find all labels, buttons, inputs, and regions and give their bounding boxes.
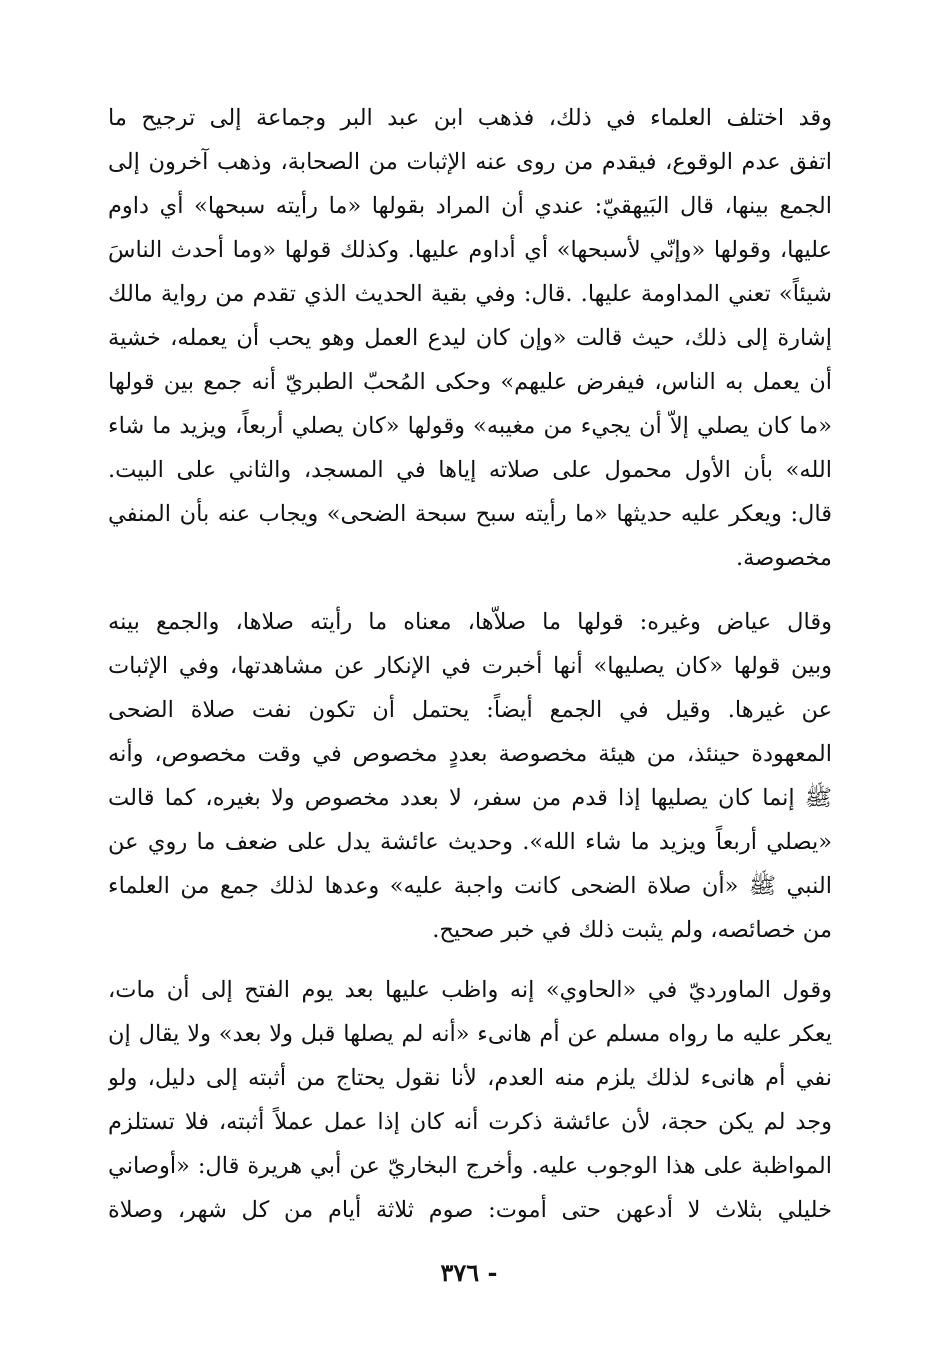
paragraph-line: خليلي بثلاث لا أدعهن حتى أموت: صوم ثلاثة أيام من كل شهر، وصلاة (108, 1197, 832, 1223)
paragraph-line: قال: ويعكر عليه حديثها «ما رأيته سبح سبحة الضحى» ويجاب عنه بأن المنفي (108, 501, 832, 527)
paragraph-line: نفي أم هانىء لذلك يلزم منه العدم، لأنا نقول يحتاج من أثبته إلى دليل، ولو (108, 1065, 832, 1091)
paragraph-line: مخصوصة. (735, 545, 832, 571)
paragraph-line: عن غيرها. وقيل في الجمع أيضاً: يحتمل أن تكون نفت صلاة الضحى (108, 697, 832, 723)
paragraph-line: «ما كان يصلي إلاّ أن يجيء من مغيبه» وقولها «كان يصلي أربعاً، ويزيد ما شاء (108, 413, 832, 439)
paragraph-line: اتفق عدم الوقوع، فيقدم من روى عنه الإثبات من الصحابة، وذهب آخرون إلى (108, 149, 832, 175)
paragraph-line: الله» بأن الأول محمول على صلاته إياها في المسجد، والثاني على البيت. (108, 457, 832, 483)
paragraph-line: إشارة إلى ذلك، حيث قالت «وإن كان ليدع العمل وهو يحب أن يعمله، خشية (108, 325, 832, 351)
paragraph-line: وبين قولها «كان يصليها» أنها أخبرت في الإنكار عن مشاهدتها، وفي الإثبات (108, 653, 832, 679)
paragraph-line: وقال عياض وغيره: قولها ما صلاّها، معناه ما رأيته صلاها، والجمع بينه (108, 609, 832, 635)
paragraph-3 (108, 968, 832, 1232)
paragraph-line: الجمع بينها، قال البَيهقيّ: عندي أن المراد بقولها «ما رأيته سبحها» أي داوم (108, 193, 832, 219)
paragraph-line: المواظبة على هذا الوجوب عليه. وأخرج البخاريّ عن أبي هريرة قال: «أوصاني (108, 1153, 832, 1179)
paragraph-1 (108, 96, 832, 580)
paragraph-line: «يصلي أربعاً ويزيد ما شاء الله». وحديث عائشة يدل على ضعف ما روي عن (108, 829, 832, 855)
paragraph-line: وقول الماورديّ في «الحاوي» إنه واظب عليها بعد يوم الفتح إلى أن مات، (108, 977, 832, 1003)
paragraph-line: شيئاً» تعني المداومة عليها. .قال: وفي بقية الحديث الذي تقدم من رواية مالك (108, 281, 832, 307)
paragraph-line: يعكر عليه ما رواه مسلم عن أم هانىء «أنه لم يصلها قبل ولا بعد» ولا يقال إن (108, 1021, 832, 1047)
paragraph-line: وقد اختلف العلماء في ذلك، فذهب ابن عبد البر وجماعة إلى ترجيح ما (108, 105, 832, 131)
paragraph-line: المعهودة حينئذ، من هيئة مخصوصة بعددٍ مخصوص في وقت مخصوص، وأنه (108, 741, 832, 767)
paragraph-line: النبي ﷺ «أن صلاة الضحى كانت واجبة عليه» وعدها لذلك جمع من العلماء (108, 873, 832, 899)
paragraph-line: ﷺ إنما كان يصليها إذا قدم من سفر، لا بعدد مخصوص ولا بغيره، كما قالت (108, 785, 832, 811)
paragraph-line: أن يعمل به الناس، فيفرض عليهم» وحكى المُحبّ الطبريّ أنه جمع بين قولها (108, 369, 832, 395)
paragraph-line: وجد لم يكن حجة، لأن عائشة ذكرت أنه كان إذا عمل عملاً أثبته، فلا تستلزم (108, 1109, 832, 1135)
paragraph-line: من خصائصه، ولم يثبت ذلك في خبر صحيح. (432, 917, 832, 943)
page-number: - ٣٧٦ (440, 1258, 498, 1287)
paragraph-2 (108, 600, 832, 952)
paragraph-line: عليها، وقولها «وإنّي لأسبحها» أي أداوم عليها. وكذلك قولها «وما أحدث الناسَ (108, 237, 832, 263)
